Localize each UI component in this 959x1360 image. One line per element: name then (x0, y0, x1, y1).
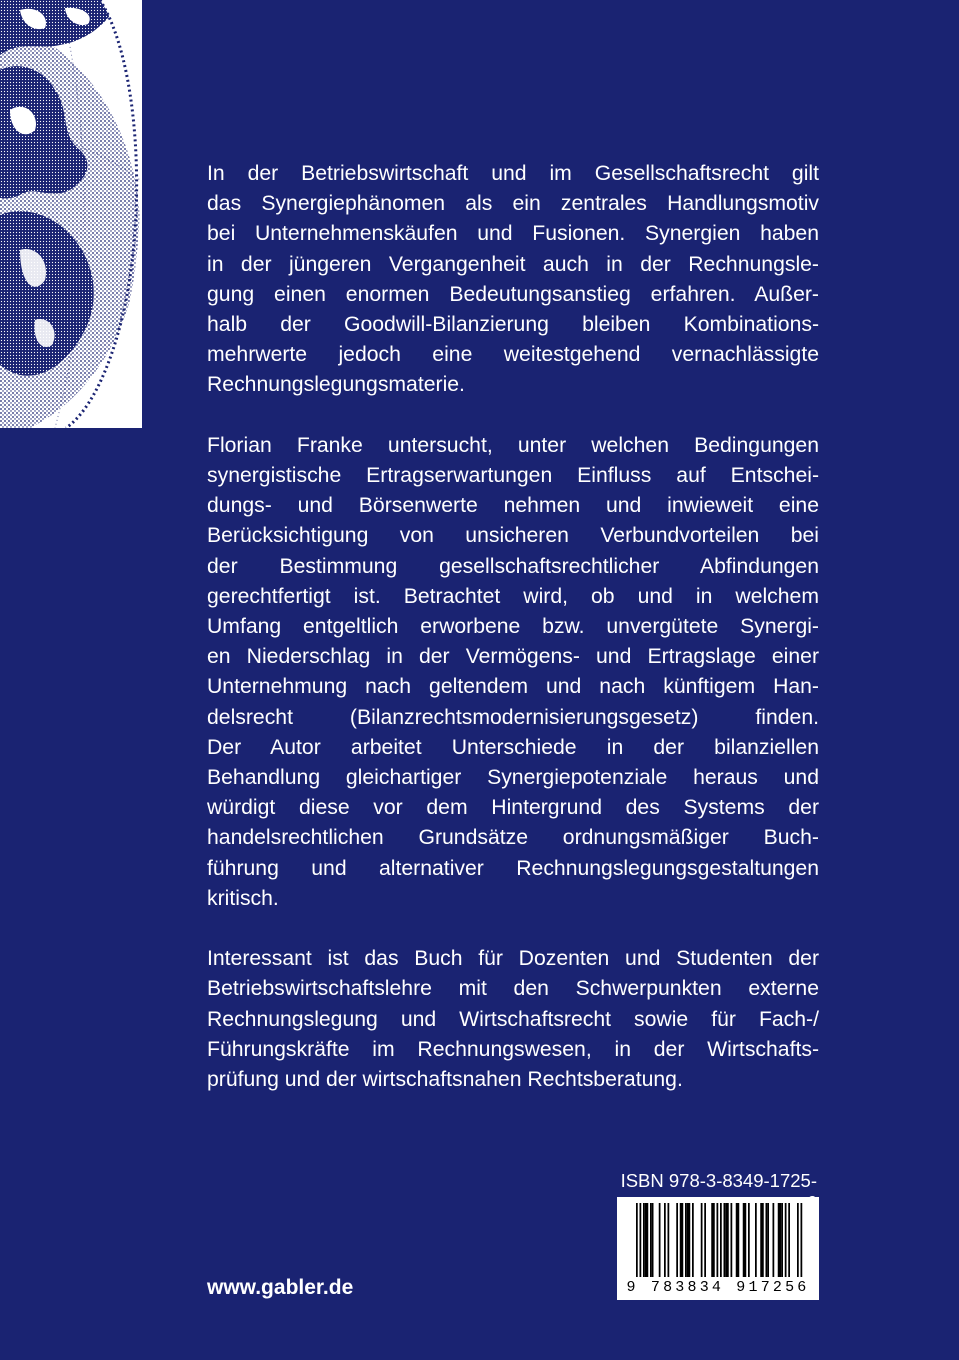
barcode-bar (668, 1203, 670, 1277)
text-line: Führungskräfte im Rechnungswesen, in der Wirtschafts- (207, 1037, 819, 1061)
barcode-bar (713, 1203, 715, 1277)
barcode-bar (755, 1203, 757, 1277)
barcode-bar (692, 1203, 694, 1277)
barcode (617, 1197, 819, 1300)
barcode-bar (743, 1203, 745, 1277)
globe-icon (0, 0, 142, 428)
barcode-bar (762, 1203, 764, 1277)
text-line: das Synergiephänomen als ein zentrales Handlungsmotiv (207, 192, 819, 216)
text-line: Umfang entgeltlich erworbene bzw. unvergütete Synergi- (207, 615, 819, 639)
barcode-bar (643, 1203, 645, 1277)
text-line: delsrecht (Bilanzrechtsmodernisierungsgesetz) finden. (207, 705, 819, 729)
text-line: Interessant ist das Buch für Dozenten und Studenten der (207, 947, 819, 971)
text-line: Betriebswirtschaftslehre mit den Schwerpunkten externe (207, 977, 819, 1001)
barcode-bar (711, 1203, 713, 1277)
barcode-bar (767, 1203, 769, 1277)
text-line: kritisch. (207, 886, 279, 910)
barcode-bar (780, 1203, 782, 1277)
barcode-bar (725, 1203, 727, 1277)
blurb-text (207, 159, 819, 1095)
text-line: Der Autor arbeitet Unterschiede in der bilanziellen (207, 735, 819, 759)
barcode-bar (785, 1203, 787, 1277)
barcode-digits: 9 783834 917256 (626, 1279, 810, 1296)
barcode-bar (781, 1203, 783, 1277)
barcode-bar (676, 1203, 678, 1277)
barcode-bar (645, 1203, 647, 1277)
barcode-bar (640, 1203, 642, 1277)
barcode-bar (685, 1203, 687, 1277)
publisher-website[interactable]: www.gabler.de (207, 1276, 354, 1299)
text-line: Unternehmung nach geltendem und nach künftigem Han- (207, 675, 819, 699)
barcode-bar (720, 1203, 722, 1277)
barcode-bar (689, 1203, 691, 1277)
text-line: Behandlung gleichartiger Synergiepotenziale heraus und (207, 766, 819, 790)
barcode-bar (724, 1203, 726, 1277)
barcode-bar (801, 1203, 803, 1277)
barcode-bar (664, 1203, 666, 1277)
text-line: prüfung und der wirtschaftsnahen Rechtsberatung. (207, 1068, 683, 1092)
text-line: würdigt diese vor dem Hintergrund des Systems der (207, 796, 819, 820)
text-line: bei Unternehmenskäufen und Fusionen. Synergien haben (207, 222, 819, 246)
barcode-bar (748, 1203, 750, 1277)
barcode-bar (731, 1203, 733, 1277)
text-line: handelsrechtlichen Grundsätze ordnungsmäßiger Buch- (207, 826, 819, 850)
text-line: Rechnungslegungsmaterie. (207, 373, 465, 397)
barcode-bar (680, 1203, 682, 1277)
barcode-bar (738, 1203, 740, 1277)
barcode-bar (766, 1203, 768, 1277)
barcode-bar (736, 1203, 738, 1277)
barcode-bar (647, 1203, 649, 1277)
text-line: in der jüngeren Vergangenheit auch in der Rechnungsle- (207, 252, 819, 276)
barcode-bar (778, 1203, 780, 1277)
barcode-bar (659, 1203, 661, 1277)
barcode-bar (652, 1203, 654, 1277)
paragraph-author (207, 431, 819, 914)
paragraph-audience (207, 944, 819, 1095)
barcode-bar (727, 1203, 729, 1277)
text-line: halb der Goodwill-Bilanzierung bleiben Kombinations- (207, 313, 819, 337)
barcode-bar (717, 1203, 719, 1277)
barcode-bar (704, 1203, 706, 1277)
barcode-bar (701, 1203, 703, 1277)
globe-illustration (0, 0, 142, 428)
text-line: synergistische Ertragserwartungen Einfluss auf Entschei- (207, 464, 819, 488)
isbn-label: ISBN 978-3-8349-1725- (620, 1170, 817, 1191)
barcode-bar (636, 1203, 638, 1277)
barcode-bar (687, 1203, 689, 1277)
barcode-bar (745, 1203, 747, 1277)
barcode-bar (788, 1203, 790, 1277)
barcode-bar (773, 1203, 775, 1277)
barcode-bar (650, 1203, 652, 1277)
barcode-bar (797, 1203, 799, 1277)
text-line: In der Betriebswirtschaft und im Gesellschaftsrecht gilt (207, 162, 819, 185)
text-line: gerechtfertigt ist. Betrachtet wird, ob und in welchem (207, 584, 819, 608)
paragraph-intro (207, 159, 819, 401)
text-line: führung und alternativer Rechnungslegungsgestaltungen (207, 856, 819, 880)
text-line: gung einen enormen Bedeutungsanstieg erfahren. Außer- (207, 282, 819, 306)
text-line: Berücksichtigung von unsicheren Verbundvorteilen bei (207, 524, 819, 548)
text-line: dungs- und Börsenwerte nehmen und inwieweit eine (207, 494, 819, 518)
text-line: mehrwerte jedoch eine weitestgehend vernachlässigte (207, 343, 819, 367)
barcode-bar (682, 1203, 684, 1277)
text-line: Florian Franke untersucht, unter welchen Bedingungen (207, 433, 819, 457)
barcode-bar (760, 1203, 762, 1277)
text-line: en Niederschlag in der Vermögens- und Ertragslage einer (207, 645, 819, 669)
text-line: Rechnungslegung und Wirtschaftsrecht sowie für Fach-/ (207, 1007, 819, 1031)
text-line: der Bestimmung gesellschaftsrechtlicher Abfindungen (207, 554, 819, 578)
